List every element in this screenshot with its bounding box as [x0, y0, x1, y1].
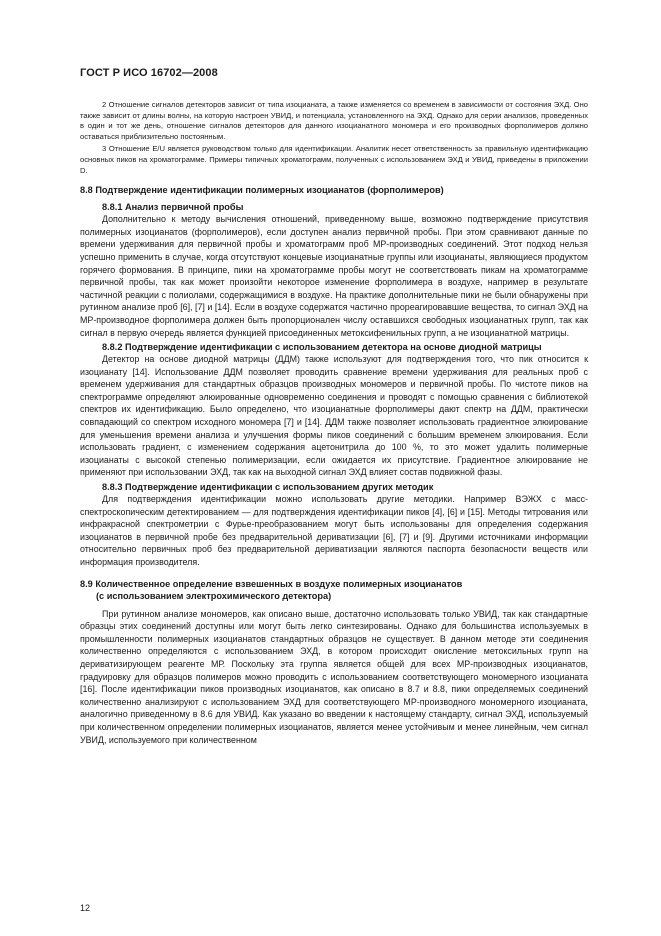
subsection-8-8-2-text: Детектор на основе диодной матрицы (ДДМ) также используют для подтверждения того, что пик относится к изоцианату [14]. Использование ДДМ позволяет проводить сравнение времени удерживания для реальных проб с временем удерживания для стандартных образцов производных мономеров и первичной пробы. По чистоте пиков на спектрограмме определяют элюированные одновременно соединения и проводят с помощью сравнения с библиотекой спектров их идентификацию. Было определено, что изоцианатные форполимеры дают спектр на ДДМ, практически совпадающий со спектром исходного мономера [7] и [14]. ДДМ также позволяет использовать градиентное элюирование для уменьшения времени анализа и улучшения формы пиков соединений с большим временем элюирования. Если использовать градиент, с изменением содержания ацетонитрила до 100 %, то это может удалить полимерные изоцианаты с высокой степенью полимеризации, если ожидается их присутствие. Градиентное элюирование не применяют при использовании ЭХД, так как на выходной сигнал ЭХД влияет состав подвижной фазы. — [80, 354, 588, 478]
subsection-8-8-2-heading: 8.8.2 Подтверждение идентификации с использованием детектора на основе диодной матрицы — [102, 342, 542, 353]
subsection-8-8-3-text: Для подтверждения идентификации можно использовать другие методики. Например ВЭЖХ с масс-спектроскопическим детектированием — для подтверждения идентификации пиков [4], [6] и [15]. Методы титрования или инфракрасной спектрометрии с Фурье-преобразованием могут быть использованы для определения содержания изоцианатов в первичной пробе без предварительной дериватизации [6], [7] и [9]. Другими источниками информации относительно первичных проб без предварительной дериватизации являются паспорта безопасности веществ или информация производителя. — [80, 494, 588, 567]
subsection-8-8-3-heading: 8.8.3 Подтверждение идентификации с использованием других методик — [102, 482, 434, 493]
page-header: ГОСТ Р ИСО 16702—2008 — [80, 67, 218, 79]
section-8-9-heading — [80, 578, 588, 602]
subsection-8-8-1-text: Дополнительно к методу вычисления отношений, приведенному выше, возможно подтверждение присутствия полимерных изоцианатов (форполимеров), если доступен анализ первичной пробы. При этом сравнивают данные по времени удерживания для первичной пробы и хроматограмм проб МР-производных соединений. Этот подход нельзя успешно применить в случае, когда отсутствуют концевые изоцианатные группы или изоцианаты, являющиеся продуктом горячего формования. В принципе, пики на хроматограмме пробы могут не соответствовать пикам на хроматограмме первичной пробы, так как может произойти некоторое изменение форполимера в воздухе, например в результате частичной реакции с полиолами, содержащимися в воздухе. На практике дополнительные пики не были обнаружены при рутинном анализе проб [6], [7] и [14]. Если в воздухе содержатся частично прореагировавшие вещества, то сигнал ЭХД на МР-производное форполимера должен быть пропорционален числу оставшихся свободных изоцианатных групп, так как сигнал в первую очередь является функцией присоединенных метоксифенильных групп, а не изоцианатной матрицы. — [80, 214, 588, 338]
page-number: 12 — [80, 903, 91, 913]
section-8-9-heading-line1: 8.9 Количественное определение взвешенных в воздухе полимерных изоцианатов — [80, 578, 463, 589]
section-8-9-text: При рутинном анализе мономеров, как описано выше, достаточно использовать только УВИД, так как стандартные образцы этих соединений доступны или могут быть легко синтезированы. Однако для большинства используемых в промышленности полимерных изоцианатов стандартных образцов не существует. В данном методе эти соединения количественно определяются с использованием ЭХД, в котором происходит окисление метоксильных групп на дериватизирующем реагенте МР. Поскольку эта группа является общей для всех МР-производных изоцианатов, градуировку для образцов полимеров можно проводить с использованием соответствующего мономерного изоцианата [16]. После идентификации пиков производных изоцианатов, как описано в 8.7 и 8.8, пики определяемых соединений количественно анализируют с использованием ЭХД для соответствующего МР-производного мономерного изоцианата, аналогично приведенному в 8.6 для УВИД. Как указано во введении к настоящему стандарту, сигнал ЭХД, используемый при количественном определении полимерных изоцианатов, является менее устойчивым и менее линейным, чем сигнал УВИД, используемого при количественном — [80, 608, 588, 745]
note-3: 3 Отношение E/U является руководством только для идентификации. Аналитик несет ответственность за правильную идентификацию основных пиков на хроматограмме. Примеры типичных хроматограмм, полученных с использованием ЭХД и УВИД, приведены в приложении D. — [80, 144, 588, 175]
section-8-9-heading-line2: (с использованием электрохимического детектора) — [96, 590, 332, 601]
subsection-8-8-1-heading: 8.8.1 Анализ первичной пробы — [102, 202, 244, 213]
section-8-8-heading: 8.8 Подтверждение идентификации полимерных изоцианатов (форполимеров) — [80, 185, 444, 196]
note-2: 2 Отношение сигналов детекторов зависит от типа изоцианата, а также изменяется со временем в зависимости от состояния ЭХД. Оно также зависит от длины волны, на которую настроен УВИД, и потенциала, установленного на ЭХД. Однако для серии анализов, проведенных в один и тот же день, отношение сигналов детекторов для данного изоцианатного мономера и его производных форполимеров должно оставаться приблизительно постоянным. — [80, 100, 588, 141]
page-body — [80, 100, 588, 746]
